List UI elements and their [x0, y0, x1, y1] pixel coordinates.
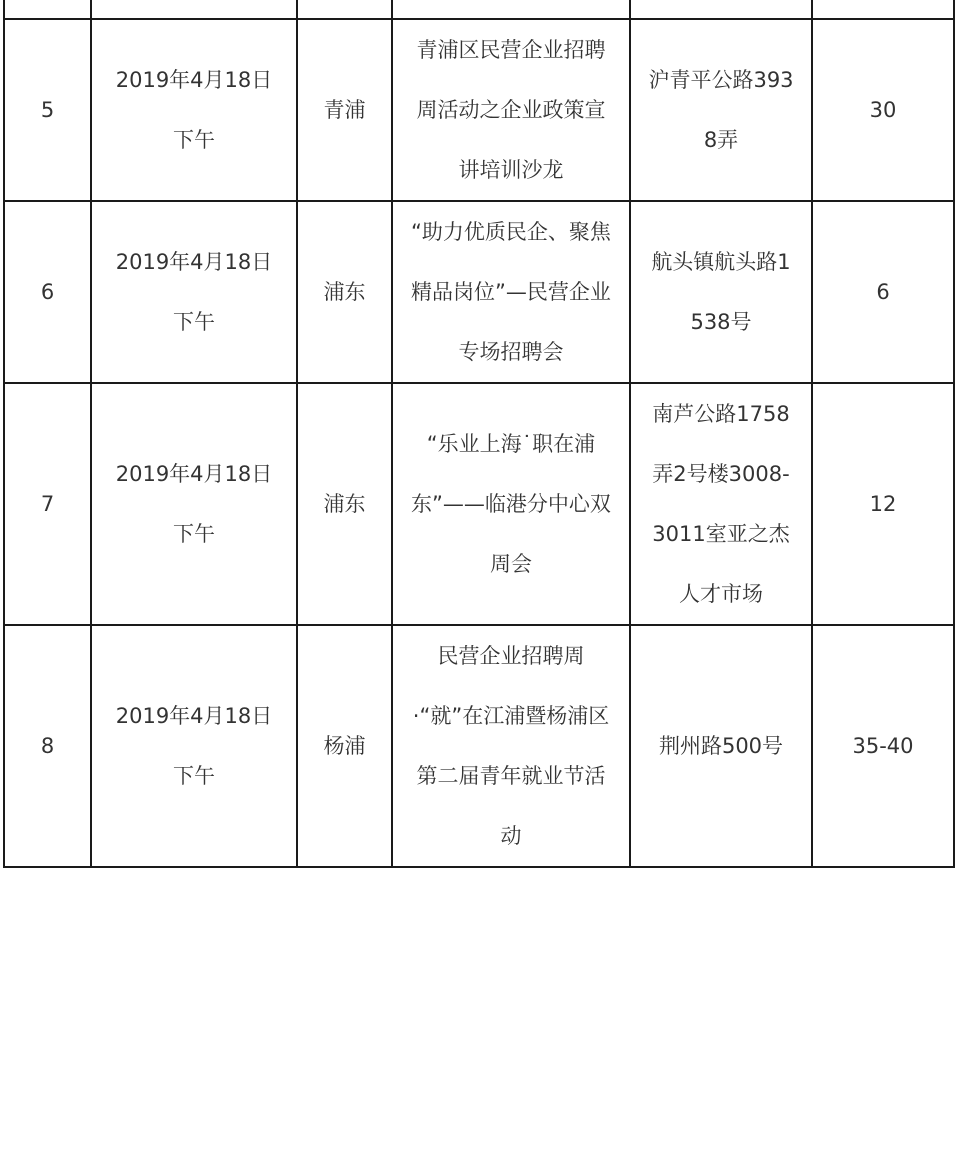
date-cell: 2019年4月18日下午 [91, 201, 297, 383]
count-cell: 30 [812, 19, 954, 201]
district-cell: 浦东 [297, 383, 392, 625]
table-row [4, 383, 954, 625]
row-number-cell: 8 [4, 625, 91, 867]
district-cell: 杨浦 [297, 625, 392, 867]
count-cell: 35-40 [812, 625, 954, 867]
district-cell: 青浦 [297, 19, 392, 201]
cell-stub [630, 0, 812, 19]
address-cell: 荆州路500号 [630, 625, 812, 867]
table-row [4, 625, 954, 867]
row-number-cell: 6 [4, 201, 91, 383]
address-cell: 南芦公路1758弄2号楼3008-3011室亚之杰人才市场 [630, 383, 812, 625]
date-cell: 2019年4月18日下午 [91, 625, 297, 867]
event-name-cell: 青浦区民营企业招聘周活动之企业政策宣讲培训沙龙 [392, 19, 630, 201]
cell-stub [4, 0, 91, 19]
date-cell: 2019年4月18日下午 [91, 383, 297, 625]
address-cell: 沪青平公路3938弄 [630, 19, 812, 201]
row-number-cell: 7 [4, 383, 91, 625]
cell-stub [297, 0, 392, 19]
count-cell: 6 [812, 201, 954, 383]
cell-stub [91, 0, 297, 19]
event-name-cell: “乐业上海˙职在浦东”——临港分中心双周会 [392, 383, 630, 625]
cell-stub [392, 0, 630, 19]
table-row [4, 201, 954, 383]
events-table [3, 0, 955, 868]
district-cell: 浦东 [297, 201, 392, 383]
cell-stub [812, 0, 954, 19]
address-cell: 航头镇航头路1538号 [630, 201, 812, 383]
table-row [4, 19, 954, 201]
date-cell: 2019年4月18日下午 [91, 19, 297, 201]
row-number-cell: 5 [4, 19, 91, 201]
count-cell: 12 [812, 383, 954, 625]
event-name-cell: 民营企业招聘周·“就”在江浦暨杨浦区第二届青年就业节活动 [392, 625, 630, 867]
event-name-cell: “助力优质民企、聚焦精品岗位”—民营企业专场招聘会 [392, 201, 630, 383]
table-row-previous-stub [4, 0, 954, 19]
